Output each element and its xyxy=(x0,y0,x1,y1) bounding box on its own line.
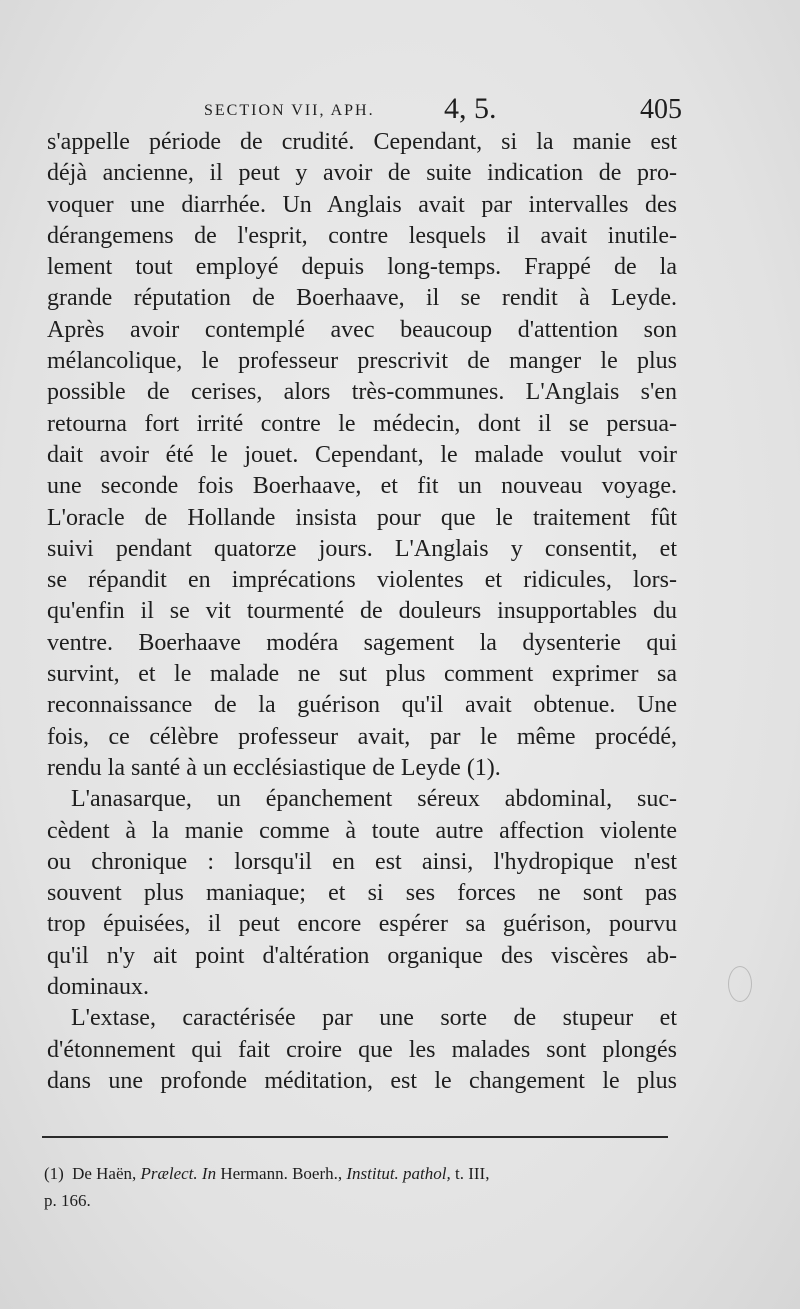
text-line: suivi pendant quatorze jours. L'Anglais y consentit, et xyxy=(47,535,677,562)
text-line: dans une profonde méditation, est le changement le plus xyxy=(47,1067,677,1094)
text-line: retourna fort irrité contre le médecin, dont il se persua- xyxy=(47,410,677,437)
page-number: 405 xyxy=(640,94,682,125)
text-line: s'appelle période de crudité. Cependant, si la manie est xyxy=(47,129,677,155)
text-line: ventre. Boerhaave modéra sagement la dysenterie qui xyxy=(47,629,677,656)
text-line: qu'il n'y ait point d'altération organique des viscères ab- xyxy=(47,942,677,969)
text-line: une seconde fois Boerhaave, et fit un nouveau voyage. xyxy=(47,473,677,500)
text-line: voquer une diarrhée. Un Anglais avait par intervalles des xyxy=(47,191,677,218)
text-line: Après avoir contemplé avec beaucoup d'attention son xyxy=(47,316,677,343)
margin-mark-icon xyxy=(728,966,752,1002)
text-line: trop épuisées, il peut encore espérer sa guérison, pourvu xyxy=(47,911,677,938)
text-line: se répandit en imprécations violentes et ridicules, lors- xyxy=(47,567,677,594)
text-line: rendu la santé à un ecclésiastique de Leyde (1). xyxy=(47,754,501,781)
paragraph-3 xyxy=(47,1003,677,1097)
text-line: fois, ce célèbre professeur avait, par le même procédé, xyxy=(47,723,677,750)
page-header xyxy=(198,92,682,130)
text-line: souvent plus maniaque; et si ses forces ne sont pas xyxy=(47,880,677,907)
footnote-author: De Haën, xyxy=(72,1164,137,1183)
text-line: déjà ancienne, il peut y avoir de suite indication de pro- xyxy=(47,160,677,187)
text-line: mélancolique, le professeur prescrivit de manger le plus xyxy=(47,348,677,375)
paragraph-2 xyxy=(47,784,677,1003)
text-line: qu'enfin il se vit tourmenté de douleurs insupportables du xyxy=(47,598,677,625)
footnote-ref: (1) xyxy=(44,1164,64,1183)
footnote-work: Prælect. In xyxy=(140,1164,217,1183)
aphorism-numbers: 4, 5. xyxy=(444,92,497,125)
text-line: dait avoir été le jouet. Cependant, le malade voulut voir xyxy=(47,441,677,468)
text-line: cèdent à la manie comme à toute autre affection violente xyxy=(47,817,677,844)
text-line: ou chronique : lorsqu'il en est ainsi, l'hydropique n'est xyxy=(47,848,677,875)
text-line: L'extase, caractérisée par une sorte de stupeur et xyxy=(71,1005,677,1032)
text-line: reconnaissance de la guérison qu'il avait obtenue. Une xyxy=(47,692,677,719)
text-line: d'étonnement qui fait croire que les malades sont plongés xyxy=(47,1036,677,1063)
footnote-name: Hermann. Boerh., xyxy=(220,1164,343,1183)
running-head: SECTION VII, APH. xyxy=(204,102,375,119)
text-line: survint, et le malade ne sut plus comment exprimer sa xyxy=(47,661,677,688)
footnote-rule xyxy=(42,1136,668,1138)
text-line: possible de cerises, alors très-communes. L'Anglais s'en xyxy=(47,379,677,406)
body-text xyxy=(47,127,677,1097)
text-line: grande réputation de Boerhaave, il se rendit à Leyde. xyxy=(47,285,677,312)
text-line: dominaux. xyxy=(47,974,149,1001)
text-line: L'oracle de Hollande insista pour que le traitement fût xyxy=(47,504,677,531)
footnote-volume: t. III, xyxy=(455,1164,490,1183)
text-line: lement tout employé depuis long-temps. Frappé de la xyxy=(47,254,677,281)
footnote-line: p. 166. xyxy=(44,1191,91,1210)
footnote xyxy=(44,1160,684,1214)
paragraph-1 xyxy=(47,127,677,784)
text-line: dérangemens de l'esprit, contre lesquels il avait inutile- xyxy=(47,222,677,249)
footnote-line xyxy=(44,1160,684,1187)
footnote-work: Institut. pathol, xyxy=(346,1164,451,1183)
text-line: L'anasarque, un épanchement séreux abdominal, suc- xyxy=(71,786,677,813)
